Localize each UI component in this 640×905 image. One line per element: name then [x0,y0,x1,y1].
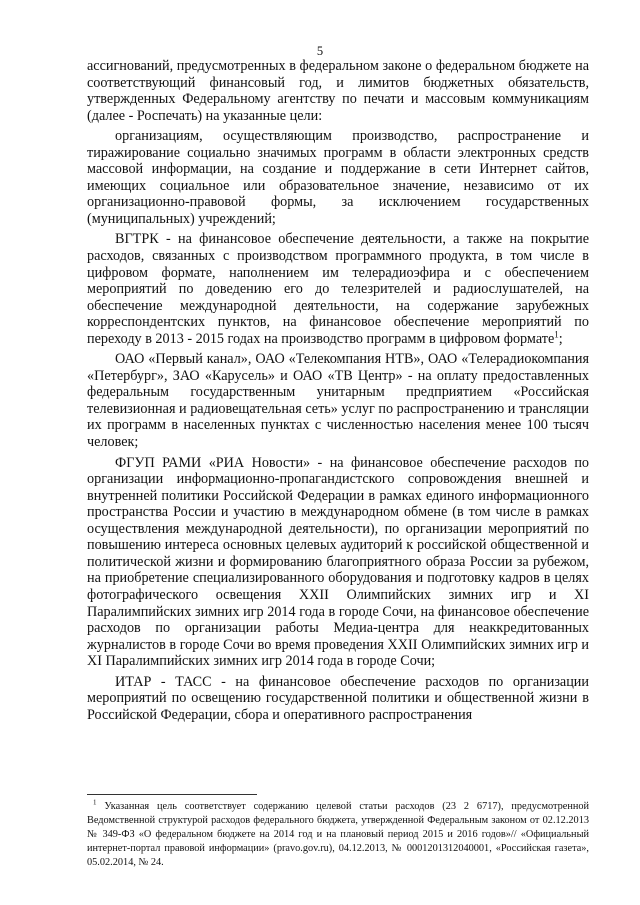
footnote-marker: 1 [93,798,97,807]
footnote [87,800,589,870]
page-number: 5 [316,44,324,58]
paragraph-organizations: организациям, осуществляющим производство, распространение и тиражирование социально значимых программ в области электронных средств массовой информации, на создание и поддержание в сети Интернет сайтов, имеющих социальное или образовательное значение, независимо от их организационно-правовой формы, за исключением государственных (муниципальных) учреждений; [87,128,589,227]
paragraph-intro: ассигнований, предусмотренных в федеральном законе о федеральном бюджете на соответствующий финансовый год, и лимитов бюджетных обязательств, утвержденных Федеральному агентству по печати и массовым коммуникациям (далее - Роспечать) на указанные цели: [87,58,589,124]
footnote-text: Указанная цель соответствует содержанию целевой статьи расходов (23 2 6717), предусмотренной Ведомственной структурой расходов федерального бюджета, утвержденной Федеральным законом от 02.12.2013 № 349-ФЗ «О федеральном бюджете на 2014 год и на плановый период 2015 и 2016 годов»// «Официальный интернет-портал правовой информации» (pravo.gov.ru), 04.12.2013, № 0001201312040001, «Российская газета», 05.02.2014, № 24. [87,801,589,868]
paragraph-ria-novosti: ФГУП РАМИ «РИА Новости» - на финансовое обеспечение расходов по организации информационно-пропагандистского сопровождения внешней и внутренней политики Российской Федерации в рамках единого информационного пространства России и участию в международном обмене (в том числе в рамках осуществления международной деятельности), по организации мероприятий по повышению интереса основных целевых аудиторий к российской общественной и политической жизни и формированию благоприятного образа России за рубежом, на приобретение специализированного оборудования и подготовку кадров в целях фотографического освещения XXII Олимпийских зимних игр и XI Паралимпийских зимних игр 2014 года в городе Сочи, на финансовое обеспечение расходов по организации работы Медиа-центра для неаккредитованных журналистов в городе Сочи во время проведения XXII Олимпийских зимних игр и XI Паралимпийских зимних игр 2014 года в городе Сочи; [87,454,589,670]
paragraph-vgtrk [87,231,589,347]
footnote-reference-suffix: ; [558,330,563,347]
footnote-reference[interactable]: 1 [554,329,559,340]
paragraph-vgtrk-text: ВГТРК - на финансовое обеспечение деятельности, а также на покрытие расходов, связанных с производством программного продукта, в том числе в цифровом формате, наполнением им телерадиоэфира и с обеспечением мероприятий по доведению его до телезрителей и радиослушателей, на обеспечение международной деятельности, на содержание зарубежных корреспондентских пунктов, на финансовое обеспечение мероприятий по переходу в 2013 - 2015 годах на производство программ в цифровом формате [87,231,589,347]
paragraph-channels: ОАО «Первый канал», ОАО «Телекомпания НТВ», ОАО «Телерадиокомпания «Петербург», ЗАО «Карусель» и ОАО «ТВ Центр» - на оплату предоставленных федеральным государственным унитарным предприятием «Российская телевизионная и радиовещательная сеть» услуг по распространению и трансляции их программ в населенных пунктах с численностью населения менее 100 тысяч человек; [87,351,589,451]
paragraph-itar-tass: ИТАР - ТАСС - на финансовое обеспечение расходов по организации мероприятий по освещению государственной политики и общественной жизни в Российской Федерации, сбора и оперативного распространения [87,673,589,723]
footnote-divider [87,794,257,795]
body-text [87,58,589,727]
